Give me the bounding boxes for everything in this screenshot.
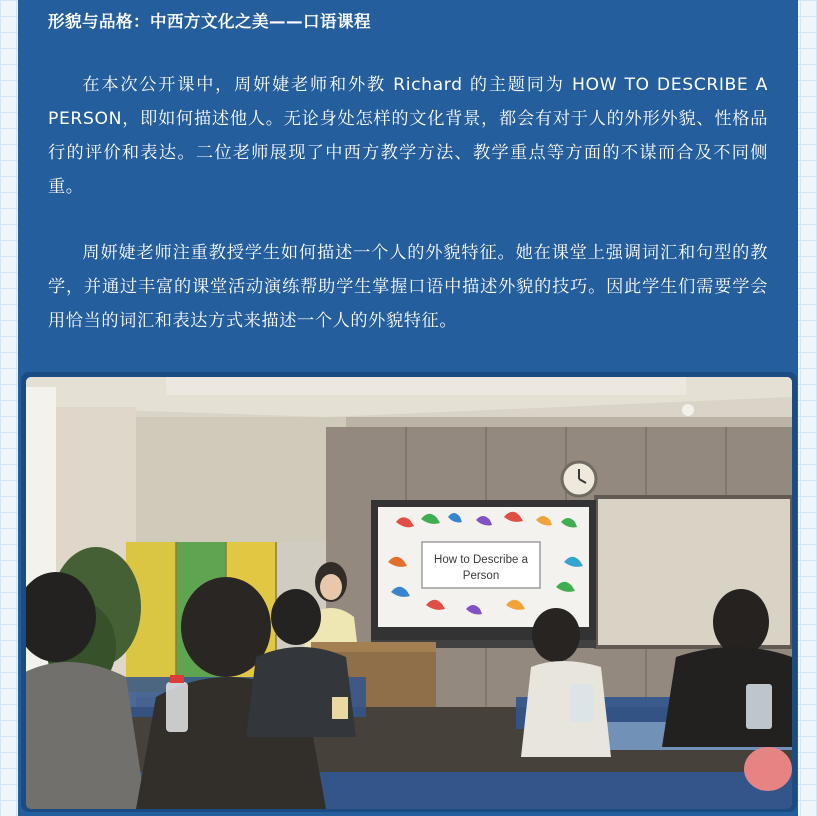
paragraph-1: 在本次公开课中，周妍婕老师和外教 Richard 的主题同为 HOW TO DESCRIBE A PERSON，即如何描述他人。无论身处怎样的文化背景，都会有对于人的外形外貌、性格品行的评价和表达。二位老师展现了中西方教学方法、教学重点等方面的不谋而合及不同侧重。: [48, 75, 768, 197]
paragraph-2: 周妍婕老师注重教授学生如何描述一个人的外貌特征。她在课堂上强调词汇和句型的教学，并通过丰富的课堂活动演练帮助学生掌握口语中描述外貌的技巧。因此学生们需要学会用恰当的词汇和表达方式来描述一个人的外貌特征。: [48, 243, 768, 331]
slide-title-line1: How to Describe a: [434, 554, 528, 566]
slide-title-line2: Person: [462, 570, 500, 582]
article-heading: 形貌与品格：中西方文化之美——口语课程: [48, 12, 371, 31]
classroom-photo: [26, 377, 792, 809]
